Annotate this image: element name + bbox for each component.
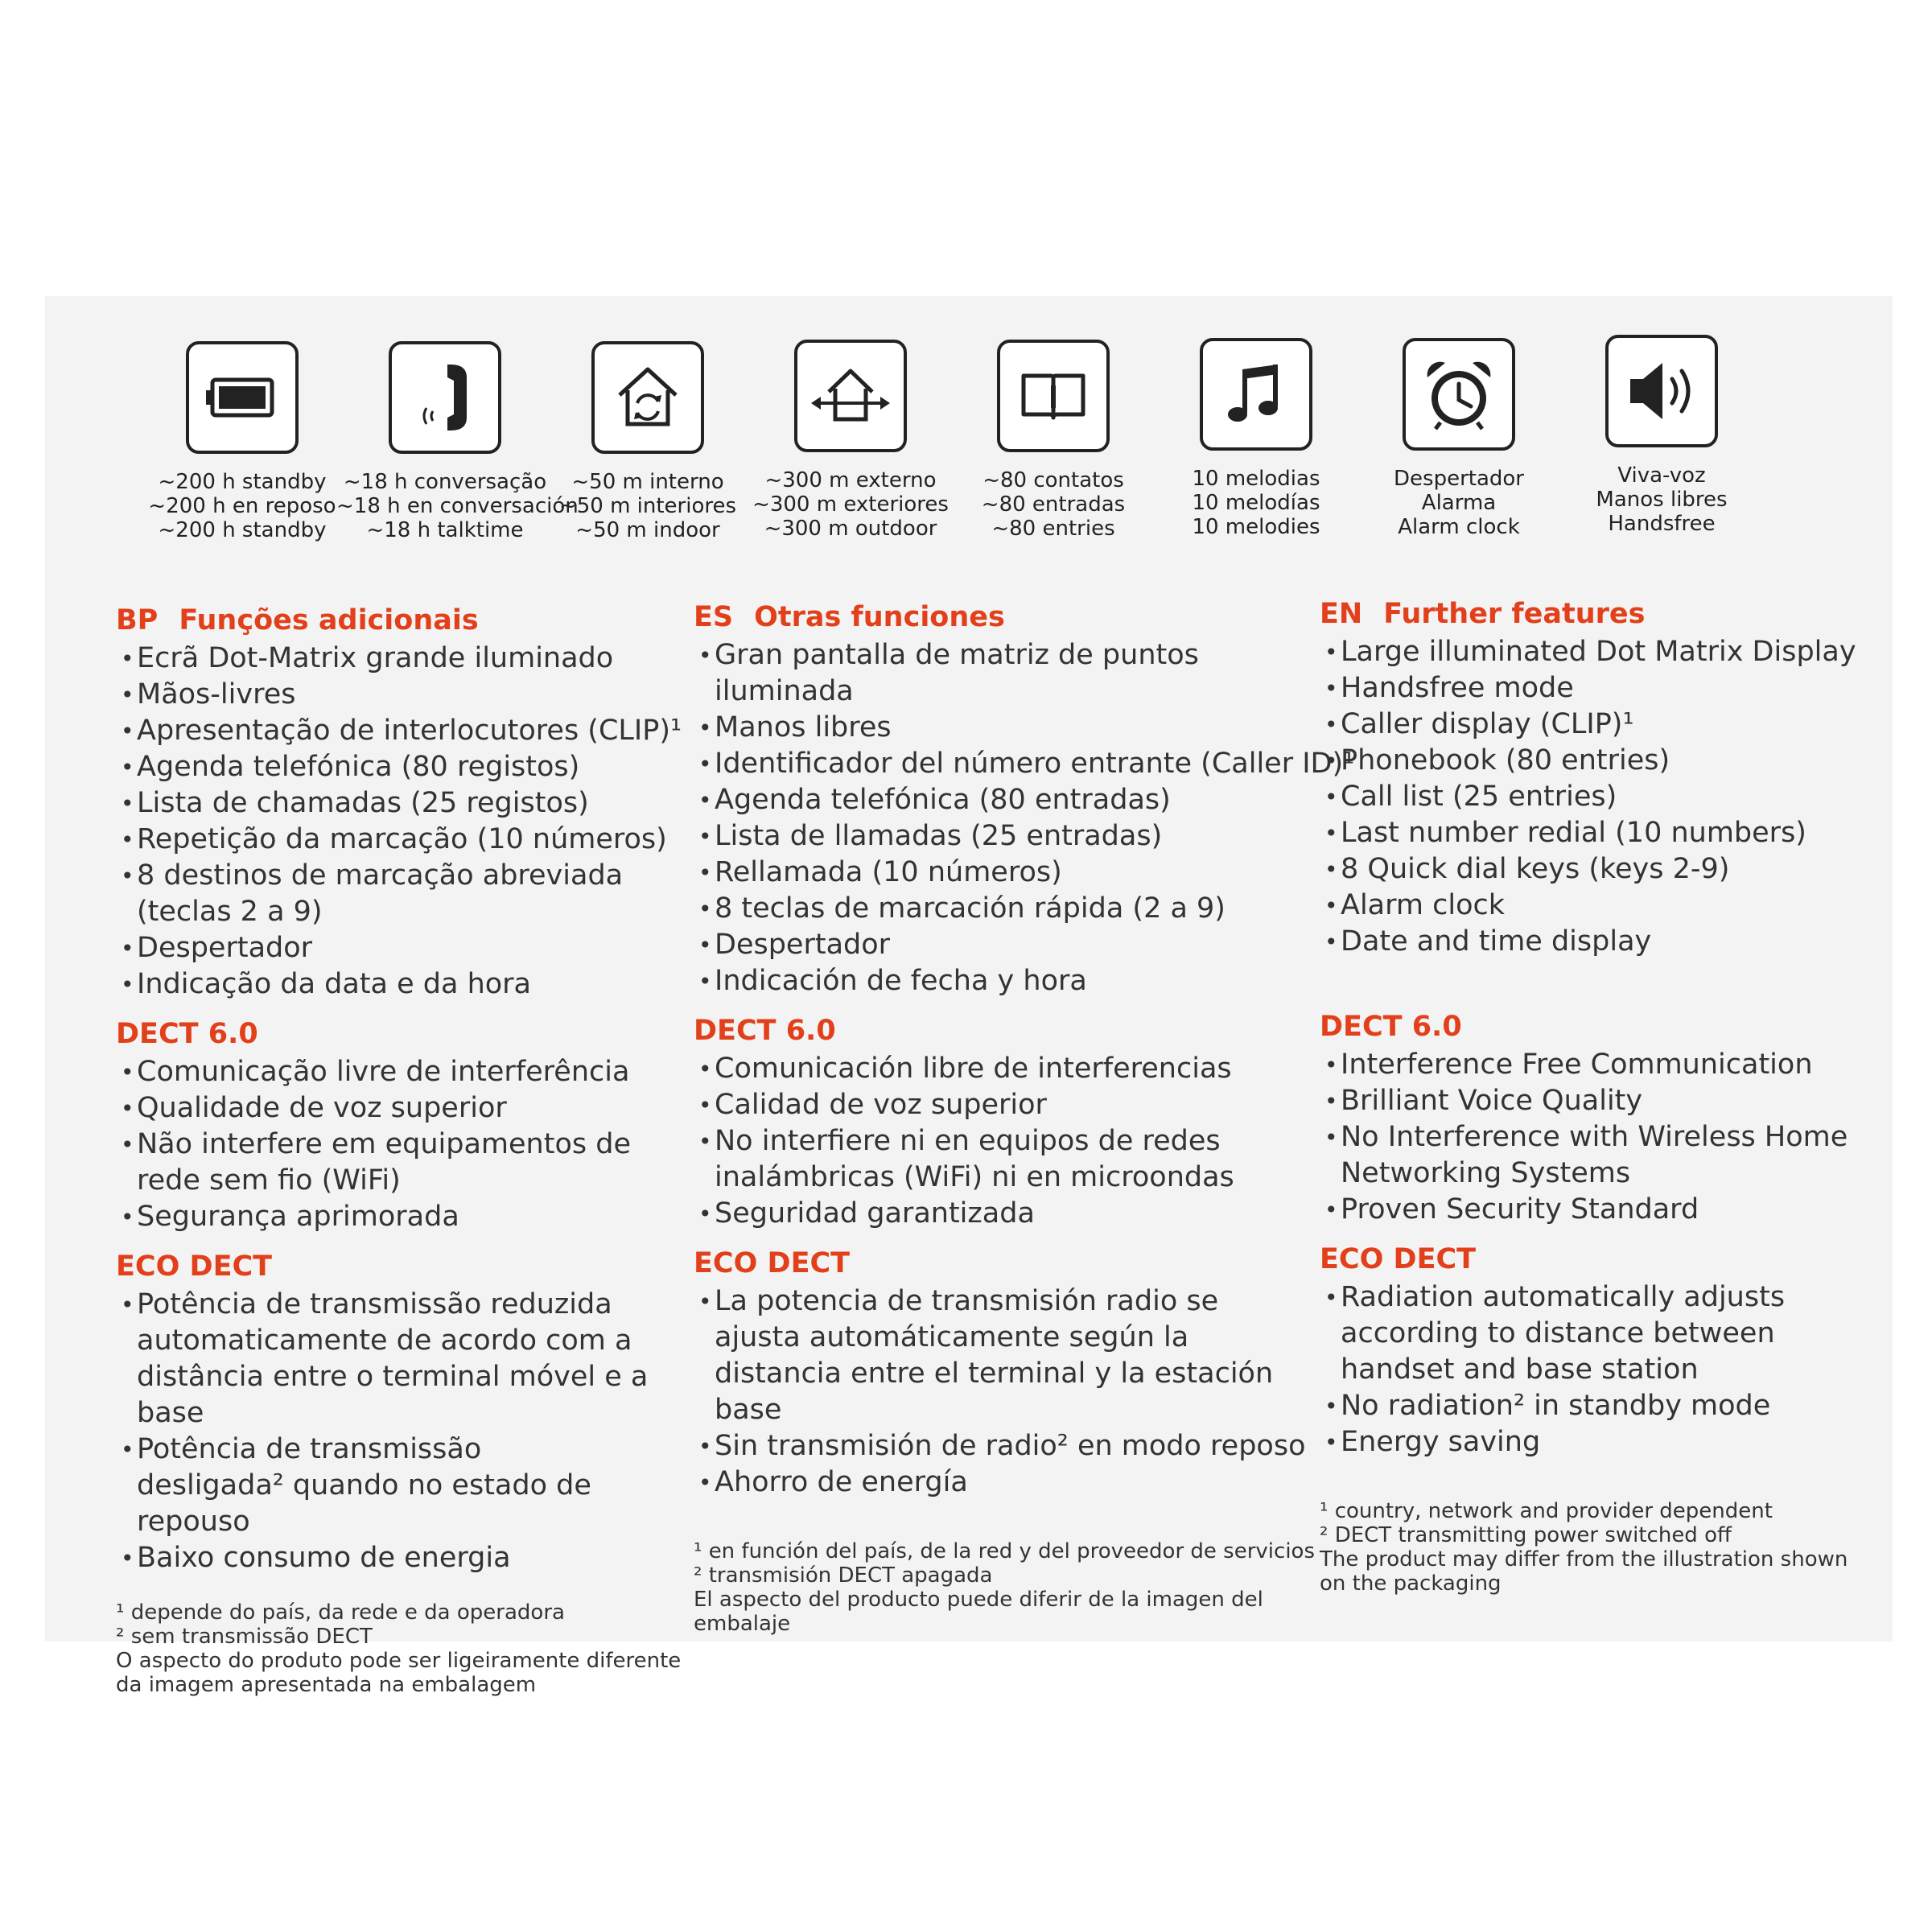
feature-standby [134,341,351,542]
list-item: • Segurança aprimorada [116,1199,687,1235]
list-item: • 8 Quick dial keys (keys 2-9) [1320,851,1891,888]
section-heading [116,603,687,637]
dect-list [116,1054,687,1235]
feature-talktime [336,341,579,542]
caption-line: Viva-voz [1617,463,1706,488]
list-item: • Handsfree mode [1320,670,1891,706]
section-title: Further features [1383,598,1646,630]
section-title: Otras funciones [754,601,1005,633]
footnotes [1320,1499,1891,1596]
language-code: BP [116,604,159,636]
eco-dect-list [116,1287,687,1576]
list-item: • Não interfere em equipamentos de rede sem fio (WiFi) [116,1127,684,1199]
caption-line: Alarma [1421,491,1497,515]
list-item: • 8 destinos de marcação abreviada (teclas 2 a 9) [116,858,652,930]
list-item: • Gran pantalla de matriz de puntos iluminada [694,637,1230,710]
list-item: • Phonebook (80 entries) [1320,743,1891,779]
list-item: • La potencia de transmisión radio se ajusta automáticamente según la distancia entre el terminal y la estación base [694,1283,1278,1428]
caption-line: 10 melodies [1192,515,1320,539]
list-item: • Baixo consumo de energia [116,1540,687,1576]
list-item: • Manos libres [694,710,1265,746]
phonebook-icon [1009,352,1098,440]
list-item: • Agenda telefónica (80 registos) [116,749,687,785]
dect-heading: DECT 6.0 [694,1015,836,1047]
list-item: • Last number redial (10 numbers) [1320,815,1891,851]
music-note-icon [1212,350,1300,439]
list-item: • Sin transmisión de radio² en modo reposo [694,1428,1265,1464]
home-range-icon [603,353,692,442]
list-item: • Despertador [116,930,687,966]
list-item: • Call list (25 entries) [1320,779,1891,815]
footnote: El aspecto del producto puede diferir de la imagen del [694,1588,1263,1612]
outdoor-range-icon [806,352,895,440]
footnotes [694,1539,1315,1636]
feature-alarm [1350,338,1567,539]
dect-list [694,1051,1265,1232]
caption-line: ~300 m externo [764,468,937,492]
list-item: • Proven Security Standard [1320,1192,1891,1228]
footnote: ² DECT transmitting power switched off [1320,1523,1732,1547]
list-item: • Radiation automatically adjusts according to distance between handset and base station [1320,1279,1807,1388]
section-title: Funções adicionais [179,604,479,636]
list-item: • Seguridad garantizada [694,1196,1265,1232]
caption-line: Alarm clock [1398,515,1520,539]
caption-line: Handsfree [1608,512,1716,536]
list-item: • Apresentação de interlocutores (CLIP)¹ [116,713,687,749]
section-heading [1320,597,1891,631]
list-item: • Rellamada (10 números) [694,855,1265,891]
footnote: da imagem apresentada na embalagem [116,1673,537,1697]
caption-line: Despertador [1394,467,1524,491]
footnote: ¹ en función del país, de la red y del proveedor de servicios [694,1539,1315,1563]
list-item: • Repetição da marcação (10 números) [116,822,687,858]
eco-dect-heading: ECO DECT [116,1250,273,1283]
list-item: • Identificador del número entrante (Caller ID)¹ [694,746,1265,782]
list-item: • Indicación de fecha y hora [694,963,1265,999]
footnote: ² transmisión DECT apagada [694,1563,993,1588]
footnote: ² sem transmissão DECT [116,1625,373,1649]
caption-line: ~18 h en conversación [336,494,579,518]
packaging-panel [45,296,1893,1697]
caption-line: ~50 m indoor [575,518,720,542]
handset-icon [401,353,489,442]
dect-list [1320,1047,1891,1228]
caption-line: ~18 h conversação [343,470,547,494]
feature-list [694,637,1355,999]
footnotes [116,1600,687,1697]
dect-heading: DECT 6.0 [1320,1011,1462,1043]
list-item: • No Interference with Wireless Home Networking Systems [1320,1119,1872,1192]
list-item: • Mãos-livres [116,677,687,713]
caption-line: ~80 contatos [982,468,1124,492]
battery-icon [198,353,286,442]
eco-dect-heading: ECO DECT [1320,1243,1477,1275]
footnote: ¹ depende do país, da rede e da operadora [116,1600,565,1625]
list-item: • Potência de transmissão desligada² quando no estado de repouso [116,1431,620,1540]
footnote: ¹ country, network and provider dependent [1320,1499,1773,1523]
list-item: • Large illuminated Dot Matrix Display [1320,634,1891,670]
caption-line: ~200 h standby [158,470,327,494]
list-item: • Potência de transmissão reduzida automaticamente de acordo com a distância entre o terminal móvel e a base [116,1287,692,1431]
caption-line: ~200 h standby [158,518,327,542]
list-item: • Comunicação livre de interferência [116,1054,687,1090]
caption-line: 10 melodias [1192,467,1320,491]
list-item: • Despertador [694,927,1265,963]
eco-dect-list [1320,1279,1891,1460]
feature-list [1320,634,1891,960]
footnote: embalaje [694,1612,791,1636]
column-english [1320,597,1891,1596]
section-heading [694,600,1265,634]
column-portuguese [116,603,687,1697]
list-item: • Indicação da data e da hora [116,966,687,1003]
caption-line: ~50 m interno [571,470,724,494]
caption-line: ~18 h talktime [366,518,524,542]
list-item: • Ecrã Dot-Matrix grande iluminado [116,641,687,677]
feature-phonebook [945,340,1162,541]
list-item: • Lista de llamadas (25 entradas) [694,818,1265,855]
list-item: • No interfiere ni en equipos de redes inalámbricas (WiFi) ni en microondas [694,1123,1246,1196]
dect-heading: DECT 6.0 [116,1018,258,1050]
feature-indoor-range [539,341,756,542]
list-item: • Date and time display [1320,924,1891,960]
caption-line: Manos libres [1596,488,1728,512]
feature-melodies [1147,338,1365,539]
footnote: O aspecto do produto pode ser ligeiramente diferente [116,1649,682,1673]
footnote: on the packaging [1320,1572,1502,1596]
column-spanish [694,600,1355,1636]
feature-handsfree [1553,335,1770,536]
list-item: • Energy saving [1320,1424,1891,1460]
list-item: • Agenda telefónica (80 entradas) [694,782,1265,818]
list-item: • Interference Free Communication [1320,1047,1891,1083]
caption-line: ~200 h en reposo [148,494,336,518]
list-item: • 8 teclas de marcación rápida (2 a 9) [694,891,1265,927]
list-item: • Alarm clock [1320,888,1891,924]
list-item: • No radiation² in standby mode [1320,1388,1891,1424]
list-item: • Calidad de voz superior [694,1087,1265,1123]
language-code: ES [694,601,734,633]
list-item: • Lista de chamadas (25 registos) [116,785,687,822]
feature-outdoor-range [742,340,959,541]
list-item: • Ahorro de energía [694,1464,1265,1501]
list-item: • Qualidade de voz superior [116,1090,687,1127]
footnote: The product may differ from the illustration shown [1320,1547,1848,1572]
alarm-clock-icon [1415,350,1503,439]
eco-dect-list [694,1283,1306,1501]
caption-line: ~300 m exteriores [752,492,949,517]
caption-line: ~300 m outdoor [764,517,937,541]
list-item: • Brilliant Voice Quality [1320,1083,1891,1119]
speaker-icon [1617,347,1706,435]
caption-line: ~50 m interiores [558,494,737,518]
eco-dect-heading: ECO DECT [694,1247,851,1279]
caption-line: 10 melodías [1192,491,1320,515]
list-item: • Caller display (CLIP)¹ [1320,706,1891,743]
caption-line: ~80 entradas [981,492,1126,517]
language-code: EN [1320,598,1363,630]
feature-list [116,641,687,1003]
list-item: • Comunicación libre de interferencias [694,1051,1265,1087]
caption-line: ~80 entries [991,517,1115,541]
